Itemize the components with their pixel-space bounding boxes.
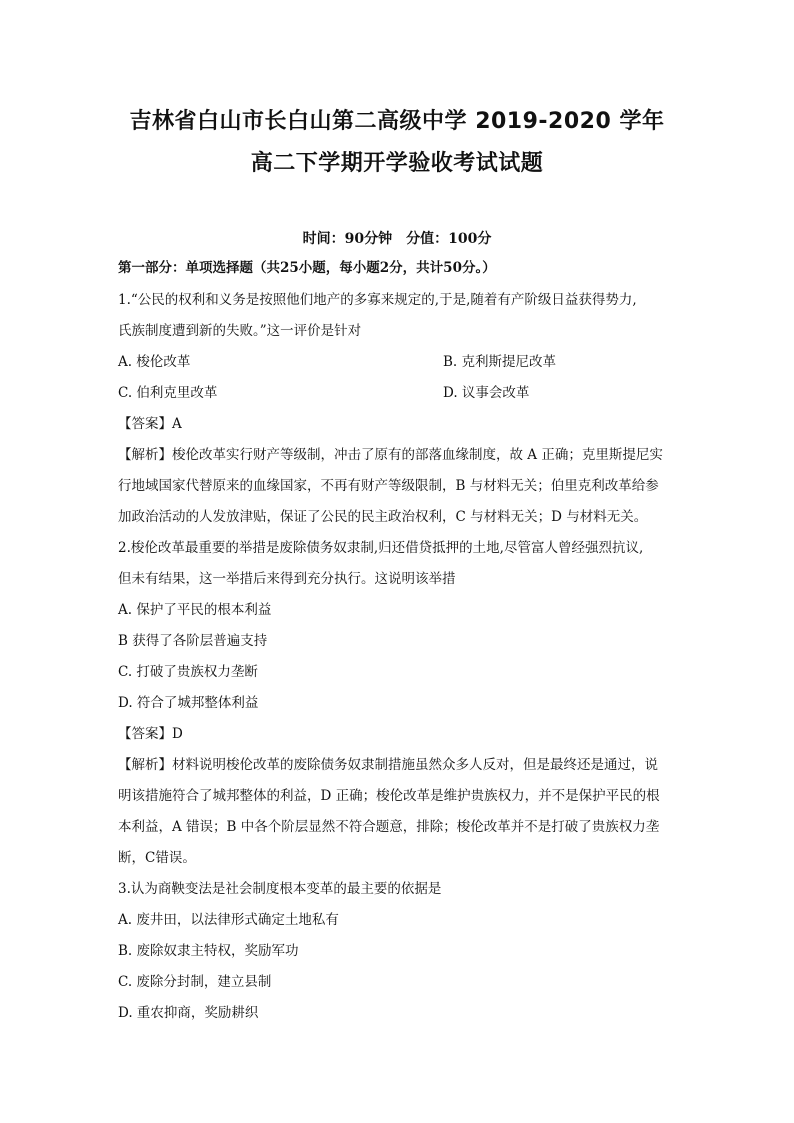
q3-stem: 3.认为商鞅变法是社会制度根本变革的最主要的依据是 bbox=[118, 881, 442, 897]
q2-answer: 【答案】D bbox=[118, 726, 183, 742]
q2-option-d: D. 符合了城邦整体利益 bbox=[118, 695, 259, 711]
q1-analysis-line1: 【解析】梭伦改革实行财产等级制，冲击了原有的部落血缘制度，故 A 正确；克里斯提尼实 bbox=[118, 447, 663, 463]
q1-option-b: B. 克利斯提尼改革 bbox=[443, 354, 557, 370]
q1-answer: 【答案】A bbox=[118, 416, 182, 432]
q3-option-d: D. 重农抑商，奖励耕织 bbox=[118, 1005, 259, 1021]
q2-stem-line2: 但未有结果，这一举措后来得到充分执行。这说明该举措 bbox=[118, 571, 456, 587]
q1-stem-line2: 氏族制度遭到新的失败。”这一评价是针对 bbox=[118, 323, 362, 339]
q1-analysis-line3: 加政治活动的人发放津贴，保证了公民的民主政治权利，C 与材料无关；D 与材料无关。 bbox=[118, 509, 648, 525]
q1-stem-line1: 1.“公民的权利和义务是按照他们地产的多寡来规定的,于是,随着有产阶级日益获得势力, bbox=[118, 292, 637, 308]
q1-option-c: C. 伯利克里改革 bbox=[118, 385, 218, 401]
exam-meta bbox=[0, 228, 794, 248]
q1-option-d: D. 议事会改革 bbox=[443, 385, 530, 401]
q2-analysis-line2: 明该措施符合了城邦整体的利益，D 正确；梭伦改革是维护贵族权力，并不是保护平民的根 bbox=[118, 788, 660, 804]
q3-option-c: C. 废除分封制，建立县制 bbox=[118, 974, 272, 990]
q1-option-a: A. 梭伦改革 bbox=[118, 354, 191, 370]
q3-option-b: B. 废除奴隶主特权，奖励军功 bbox=[118, 943, 299, 959]
q3-option-a: A. 废井田，以法律形式确定土地私有 bbox=[118, 912, 339, 928]
q2-stem-line1: 2.梭伦改革最重要的举措是废除债务奴隶制,归还借贷抵押的土地,尽管富人曾经强烈抗议, bbox=[118, 540, 644, 556]
q2-analysis-line1: 【解析】材料说明梭伦改革的废除债务奴隶制措施虽然众多人反对，但是最终还是通过，说 bbox=[118, 757, 658, 773]
q2-option-a: A. 保护了平民的根本利益 bbox=[118, 602, 272, 618]
q2-option-c: C. 打破了贵族权力垄断 bbox=[118, 664, 258, 680]
exam-score: 分值：100分 bbox=[406, 231, 492, 247]
exam-title-line1: 吉林省白山市长白山第二高级中学 2019-2020 学年 bbox=[129, 109, 665, 134]
q1-analysis-line2: 行地域国家代替原来的血缘国家，不再有财产等级限制，B 与材料无关；伯里克利改革给参 bbox=[118, 478, 659, 494]
exam-title-line2: 高二下学期开学验收考试试题 bbox=[250, 151, 544, 176]
q2-analysis-line3: 本利益，A 错误；B 中各个阶层显然不符合题意，排除；梭伦改革并不是打破了贵族权力垄 bbox=[118, 819, 660, 835]
section-heading: 第一部分：单项选择题（共25小题，每小题2分，共计50分。） bbox=[118, 260, 496, 276]
exam-time: 时间：90分钟 bbox=[302, 231, 393, 247]
q2-option-b: B 获得了各阶层普遍支持 bbox=[118, 633, 268, 649]
q2-analysis-line4: 断，C错误。 bbox=[118, 850, 196, 866]
